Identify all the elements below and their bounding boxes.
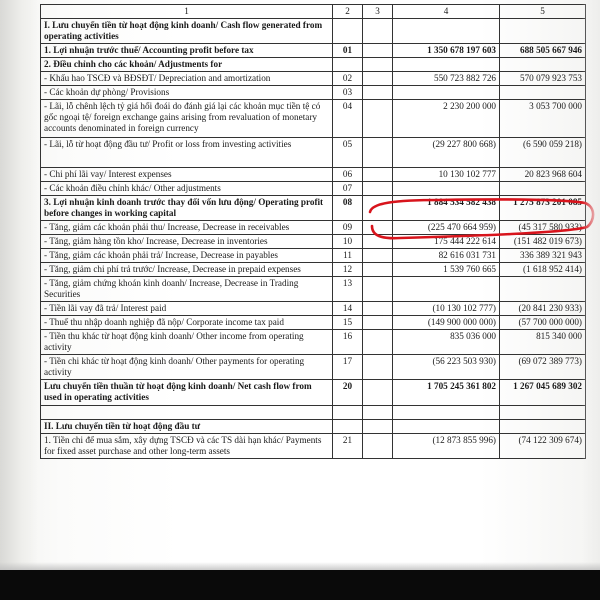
row-prior-period-value: 815 340 000	[500, 330, 586, 355]
row-code: 11	[333, 249, 363, 263]
row-code: 03	[333, 86, 363, 100]
row-code: 17	[333, 355, 363, 380]
row-label: 3. Lợi nhuận kinh doanh trước thay đổi vốn lưu động/ Operating profit before changes in working capital	[41, 196, 333, 221]
row-code: 12	[333, 263, 363, 277]
row-current-period-value: (149 900 000 000)	[393, 316, 500, 330]
row-prior-period-value: (151 482 019 673)	[500, 235, 586, 249]
row-code: 14	[333, 302, 363, 316]
row-current-period-value: 550 723 882 726	[393, 72, 500, 86]
row-current-period-value: (12 873 855 996)	[393, 434, 500, 459]
row-prior-period-value: 688 505 667 946	[500, 44, 586, 58]
row-label: - Tăng, giảm các khoản phải trả/ Increase, Decrease in payables	[41, 249, 333, 263]
column-header-5: 5	[500, 5, 586, 19]
row-label: I. Lưu chuyển tiền từ hoạt động kinh doanh/ Cash flow generated from operating activities	[41, 19, 333, 44]
row-prior-period-value: 1 275 873 201 085	[500, 196, 586, 221]
column-header-3: 3	[363, 5, 393, 19]
row-label: - Tăng, giảm chi phí trả trước/ Increase, Decrease in prepaid expenses	[41, 263, 333, 277]
row-current-period-value: 10 130 102 777	[393, 168, 500, 182]
row-code: 16	[333, 330, 363, 355]
page-edge-shadow	[582, 0, 600, 600]
row-label: 2. Điều chỉnh cho các khoản/ Adjustments for	[41, 58, 333, 72]
row-label: - Lãi, lỗ từ hoạt động đầu tư/ Profit or loss from investing activities	[41, 138, 333, 168]
row-current-period-value: 835 036 000	[393, 330, 500, 355]
row-code: 04	[333, 100, 363, 138]
row-code: 08	[333, 196, 363, 221]
row-prior-period-value: (69 072 389 773)	[500, 355, 586, 380]
row-label: - Tăng, giảm hàng tồn kho/ Increase, Decrease in inventories	[41, 235, 333, 249]
row-prior-period-value: (57 700 000 000)	[500, 316, 586, 330]
row-code: 07	[333, 182, 363, 196]
row-code: 01	[333, 44, 363, 58]
scanner-background	[0, 570, 600, 600]
row-label: Lưu chuyển tiền thuần từ hoạt động kinh doanh/ Net cash flow from used in operating activities	[41, 380, 333, 406]
row-code: 10	[333, 235, 363, 249]
row-current-period-value: 1 884 534 582 438	[393, 196, 500, 221]
row-code: 02	[333, 72, 363, 86]
row-label: - Các khoản dự phòng/ Provisions	[41, 86, 333, 100]
row-label: - Các khoản điều chỉnh khác/ Other adjustments	[41, 182, 333, 196]
row-label: - Tiền lãi vay đã trả/ Interest paid	[41, 302, 333, 316]
row-label: - Lãi, lỗ chênh lệch tỷ giá hối đoái do đánh giá lại các khoản mục tiền tệ có gốc ngoại tệ/ foreign exchange gains arising from revaluation of monetary accounts denominated in foreign currency	[41, 100, 333, 138]
row-label: - Khấu hao TSCĐ và BĐSĐT/ Depreciation and amortization	[41, 72, 333, 86]
row-current-period-value: (29 227 800 668)	[393, 138, 500, 168]
column-header-4: 4	[393, 5, 500, 19]
row-current-period-value: (56 223 503 930)	[393, 355, 500, 380]
row-code: 13	[333, 277, 363, 302]
row-code: 15	[333, 316, 363, 330]
row-prior-period-value: (6 590 059 218)	[500, 138, 586, 168]
row-prior-period-value: 570 079 923 753	[500, 72, 586, 86]
column-header-2: 2	[333, 5, 363, 19]
row-prior-period-value: (1 618 952 414)	[500, 263, 586, 277]
row-code: 21	[333, 434, 363, 459]
row-current-period-value: 82 616 031 731	[393, 249, 500, 263]
row-prior-period-value: (45 317 580 933)	[500, 221, 586, 235]
row-code: 09	[333, 221, 363, 235]
row-prior-period-value: 1 267 045 689 302	[500, 380, 586, 406]
row-prior-period-value: (20 841 230 933)	[500, 302, 586, 316]
row-label: 1. Lợi nhuận trước thuế/ Accounting profit before tax	[41, 44, 333, 58]
row-current-period-value: 2 230 200 000	[393, 100, 500, 138]
red-loop-stroke	[370, 199, 593, 238]
row-label: - Chi phí lãi vay/ Interest expenses	[41, 168, 333, 182]
row-label: - Tăng, giảm chứng khoán kinh doanh/ Increase, Decrease in Trading Securities	[41, 277, 333, 302]
row-label: - Tiền thu khác từ hoạt động kinh doanh/ Other income from operating activity	[41, 330, 333, 355]
row-current-period-value: 1 539 760 665	[393, 263, 500, 277]
row-label: - Tăng, giảm các khoản phải thu/ Increase, Decrease in receivables	[41, 221, 333, 235]
column-header-1: 1	[41, 5, 333, 19]
row-label: II. Lưu chuyển tiền từ hoạt động đầu tư	[41, 420, 333, 434]
row-prior-period-value: 336 389 321 943	[500, 249, 586, 263]
row-label: - Tiền chi khác từ hoạt động kinh doanh/ Other payments for operating activity	[41, 355, 333, 380]
row-label: - Thuế thu nhập doanh nghiệp đã nộp/ Corporate income tax paid	[41, 316, 333, 330]
row-label: 1. Tiền chi để mua sắm, xây dựng TSCĐ và các TS dài hạn khác/ Payments for fixed asset purchase and other long-term assets	[41, 434, 333, 459]
row-current-period-value: (10 130 102 777)	[393, 302, 500, 316]
row-current-period-value: (225 470 664 959)	[393, 221, 500, 235]
row-prior-period-value: (74 122 309 674)	[500, 434, 586, 459]
row-prior-period-value: 3 053 700 000	[500, 100, 586, 138]
row-current-period-value: 1 350 678 197 603	[393, 44, 500, 58]
row-code: 05	[333, 138, 363, 168]
row-code: 06	[333, 168, 363, 182]
row-current-period-value: 175 444 222 614	[393, 235, 500, 249]
row-current-period-value: 1 705 245 361 802	[393, 380, 500, 406]
row-prior-period-value: 20 823 968 604	[500, 168, 586, 182]
row-code: 20	[333, 380, 363, 406]
